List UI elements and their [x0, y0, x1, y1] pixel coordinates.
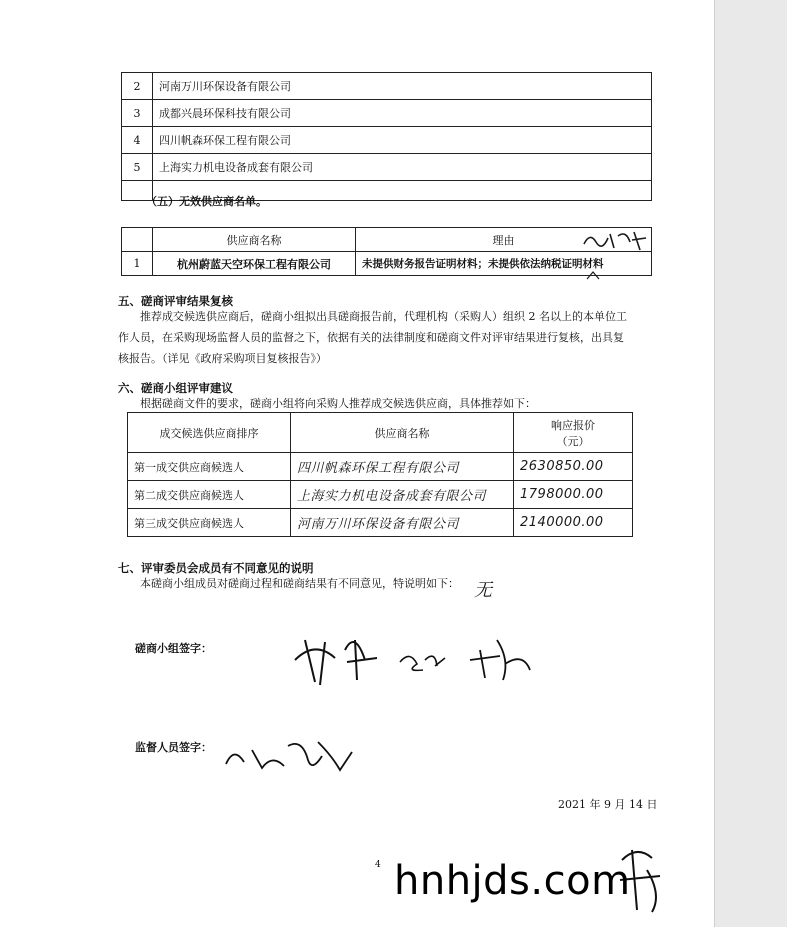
table-row: [122, 73, 652, 100]
paragraph-line: 核报告。（详见《政府采购项目复核报告》）: [118, 352, 327, 365]
handwritten-none: 无: [474, 580, 493, 601]
supplier-name: 四川帆森环保工程有限公司: [153, 127, 652, 154]
invalid-reason: 未提供财务报告证明材料；未提供依法纳税证明材料: [356, 252, 652, 276]
recommendation-table: [127, 412, 633, 537]
row-number: 5: [122, 154, 153, 181]
watermark-text: hnhjds.com: [394, 858, 631, 904]
handwritten-initials: [580, 226, 650, 258]
supervisor-signature: [222, 726, 362, 778]
section-6-title: 六、磋商小组评审建议: [118, 381, 233, 395]
price-handwritten: 2630850.00: [514, 453, 633, 481]
price-label: 响应报价: [551, 418, 595, 432]
panel-signature-label: 磋商小组签字：: [135, 642, 212, 655]
supplier-name-handwritten: 四川帆森环保工程有限公司: [291, 453, 514, 481]
price-unit: （元）: [556, 434, 590, 448]
supplier-name-handwritten: 上海实力机电设备成套有限公司: [291, 481, 514, 509]
rank-cell: 第一成交供应商候选人: [128, 453, 291, 481]
rank-cell: 第二成交供应商候选人: [128, 481, 291, 509]
table-row: [122, 154, 652, 181]
supplier-name: 杭州蔚蓝天空环保工程有限公司: [153, 252, 356, 276]
price-handwritten: 2140000.00: [514, 509, 633, 537]
section-6-intro: 根据磋商文件的要求，磋商小组将向采购人推荐成交候选供应商，具体推荐如下：: [140, 397, 536, 410]
invalid-supplier-heading: （五）无效供应商名单。: [146, 195, 267, 208]
section-5-title: 五、磋商评审结果复核: [118, 294, 233, 308]
price-handwritten: 1798000.00: [514, 481, 633, 509]
supervisor-signature-label: 监督人员签字：: [135, 741, 212, 754]
supplier-name: 河南万川环保设备有限公司: [153, 73, 652, 100]
supplier-name-handwritten: 河南万川环保设备有限公司: [291, 509, 514, 537]
table-header-row: [128, 413, 633, 453]
column-header-name: 供应商名称: [153, 228, 356, 252]
panel-signatures: [285, 620, 545, 690]
column-header-price: [514, 413, 633, 453]
row-number: 4: [122, 127, 153, 154]
column-header-reason: 理由: [356, 228, 652, 252]
row-number: 1: [122, 252, 153, 276]
table-row: [122, 100, 652, 127]
table-row: [128, 453, 633, 481]
table-row: [128, 481, 633, 509]
supplier-table: [121, 72, 652, 201]
table-row: [122, 252, 652, 276]
table-header-row: [122, 228, 652, 252]
column-header-name: 供应商名称: [291, 413, 514, 453]
empty-cell: [122, 228, 153, 252]
table-row: [122, 127, 652, 154]
row-number: 2: [122, 73, 153, 100]
supplier-name: 成都兴晨环保科技有限公司: [153, 100, 652, 127]
document-date: 2021 年 9 月 14 日: [558, 798, 658, 811]
paragraph-line: 作人员，在采购现场监督人员的监督之下，依据有关的法律制度和磋商文件对评审结果进行复核，出具复: [118, 331, 624, 344]
section-7-paragraph: 本磋商小组成员对磋商过程和磋商结果有不同意见，特说明如下：: [140, 577, 459, 590]
row-number: 3: [122, 100, 153, 127]
supplier-name: 上海实力机电设备成套有限公司: [153, 154, 652, 181]
table-row: [128, 509, 633, 537]
page-number: 4: [375, 860, 381, 870]
paragraph-line: 推荐成交候选供应商后，磋商小组拟出具磋商报告前，代理机构（采购人）组织 2 名以上的本单位工: [140, 310, 627, 323]
rank-cell: 第三成交供应商候选人: [128, 509, 291, 537]
caret-mark: [586, 270, 600, 280]
invalid-supplier-table: [121, 227, 652, 276]
column-header-rank: 成交候选供应商排序: [128, 413, 291, 453]
section-7-title: 七、评审委员会成员有不同意见的说明: [118, 561, 314, 575]
